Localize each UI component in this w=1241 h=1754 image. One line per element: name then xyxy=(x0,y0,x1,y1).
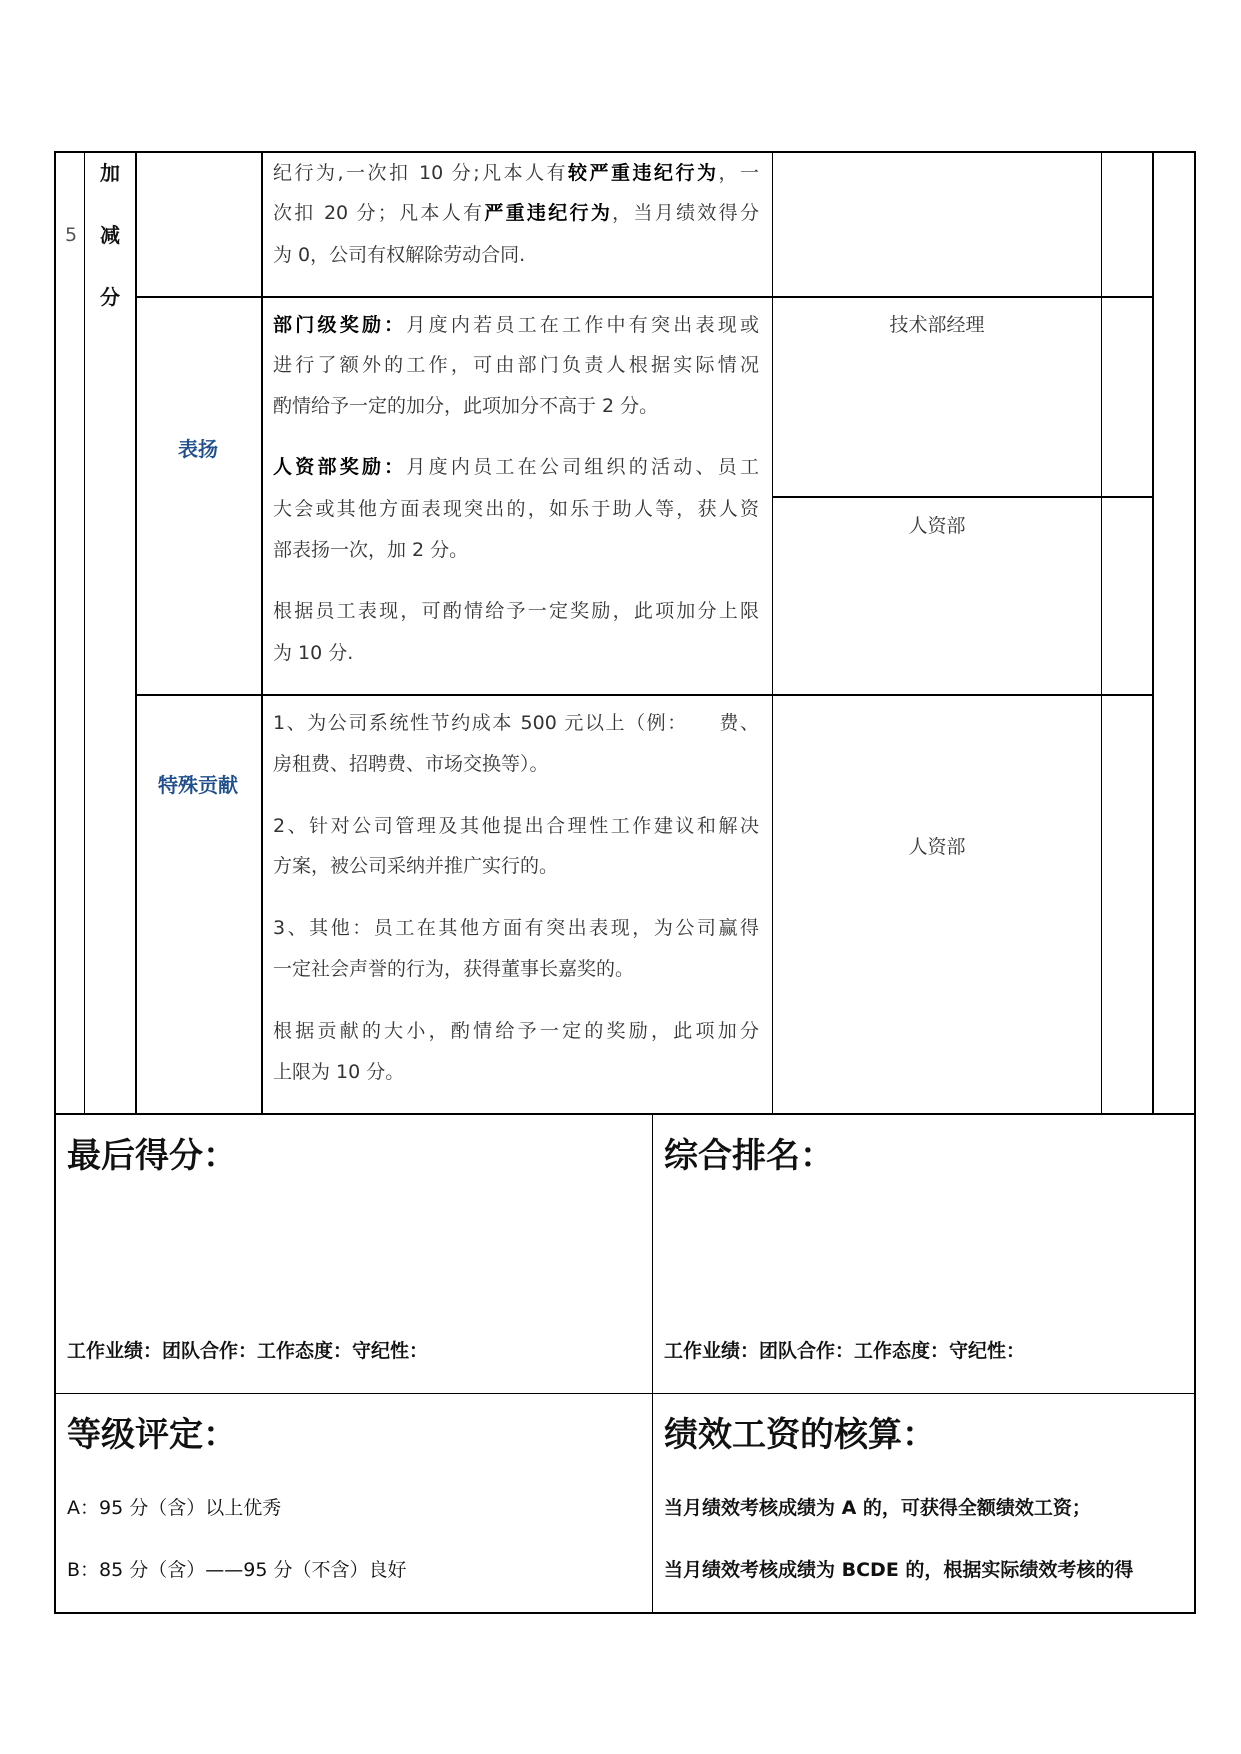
col-border xyxy=(84,151,85,1114)
praise-label: 表扬 xyxy=(178,437,218,461)
text: 纪行为,一次扣 10 分;凡本人有 xyxy=(273,162,569,184)
grade-a: A：95 分（含）以上优秀 xyxy=(67,1497,282,1519)
approver-dept: 技术部经理 xyxy=(889,314,985,336)
special-line: 1、为公司系统性节约成本 500 元以上（例： 费、 xyxy=(273,712,759,734)
approver-hr: 人资部 xyxy=(908,515,966,537)
praise-line: 酌情给予一定的加分，此项加分不高于 2 分。 xyxy=(273,395,659,417)
special-line: 上限为 10 分。 xyxy=(273,1061,405,1083)
salary-title: 绩效工资的核算： xyxy=(664,1415,936,1455)
col-border xyxy=(54,151,56,1614)
special-line: 房租费、招聘费、市场交换等）。 xyxy=(273,753,549,775)
bold-text: 人资部奖励： xyxy=(273,456,407,478)
grading-title: 等级评定： xyxy=(67,1415,237,1455)
bold-text: 较严重违纪行为 xyxy=(568,162,719,184)
discipline-line: 为 0，公司有权解除劳动合同. xyxy=(273,244,526,266)
text: 月度内若员工在工作中有突出表现或 xyxy=(406,314,759,336)
category-char: 减 xyxy=(100,223,120,247)
praise-line xyxy=(273,305,759,345)
text: 次扣 20 分；凡本人有 xyxy=(273,202,485,224)
special-line: 根据贡献的大小，酌情给予一定的奖励，此项加分 xyxy=(273,1020,759,1042)
bold-text: 部门级奖励： xyxy=(273,314,407,336)
col-border xyxy=(772,151,773,1114)
special-line: 2、针对公司管理及其他提出合理性工作建议和解决 xyxy=(273,815,759,837)
row-divider xyxy=(54,1393,1195,1394)
ranking-title: 综合排名： xyxy=(664,1136,834,1176)
col-border xyxy=(1194,151,1196,1614)
col-border xyxy=(652,1114,653,1613)
col-border xyxy=(1152,151,1154,1114)
praise-line xyxy=(273,447,759,487)
salary-line: 当月绩效考核成绩为 BCDE 的，根据实际绩效考核的得 xyxy=(664,1559,1134,1581)
category-char: 加 xyxy=(100,161,120,185)
col-border xyxy=(261,151,263,1114)
text: 月度内员工在公司组织的活动、员工 xyxy=(406,456,759,478)
table-divider xyxy=(54,1113,1195,1115)
bold-text: 严重违纪行为 xyxy=(484,202,613,224)
category-char: 分 xyxy=(100,285,120,309)
col-border xyxy=(135,151,137,1114)
text: ，一 xyxy=(718,162,759,184)
final-score-breakdown: 工作业绩：团队合作：工作态度：守纪性： xyxy=(67,1340,429,1362)
row-divider xyxy=(135,296,1152,298)
praise-line: 大会或其他方面表现突出的，如乐于助人等，获人资 xyxy=(273,498,759,520)
table-bottom-border xyxy=(54,1612,1195,1614)
final-score-title: 最后得分： xyxy=(67,1136,237,1176)
praise-line: 进行了额外的工作，可由部门负责人根据实际情况 xyxy=(273,354,759,376)
row-divider xyxy=(135,694,1152,696)
discipline-line xyxy=(273,193,759,233)
ranking-breakdown: 工作业绩：团队合作：工作态度：守纪性： xyxy=(664,1340,1026,1362)
approver-special: 人资部 xyxy=(908,836,966,858)
special-line: 一定社会声誉的行为，获得董事长嘉奖的。 xyxy=(273,958,635,980)
praise-line: 为 10 分. xyxy=(273,642,354,664)
section-number: 5 xyxy=(64,224,78,246)
row-divider xyxy=(772,496,1152,498)
salary-line: 当月绩效考核成绩为 A 的，可获得全额绩效工资； xyxy=(664,1497,1091,1519)
special-label: 特殊贡献 xyxy=(158,773,238,797)
special-line: 方案，被公司采纳并推广实行的。 xyxy=(273,855,559,877)
special-line: 3、其他：员工在其他方面有突出表现，为公司赢得 xyxy=(273,917,759,939)
col-border xyxy=(1101,151,1102,1114)
praise-line: 部表扬一次，加 2 分。 xyxy=(273,539,469,561)
grade-b: B：85 分（含）——95 分（不含）良好 xyxy=(67,1559,407,1581)
praise-line: 根据员工表现，可酌情给予一定奖励，此项加分上限 xyxy=(273,600,759,622)
discipline-line xyxy=(273,153,759,193)
text: ，当月绩效得分 xyxy=(612,202,759,224)
